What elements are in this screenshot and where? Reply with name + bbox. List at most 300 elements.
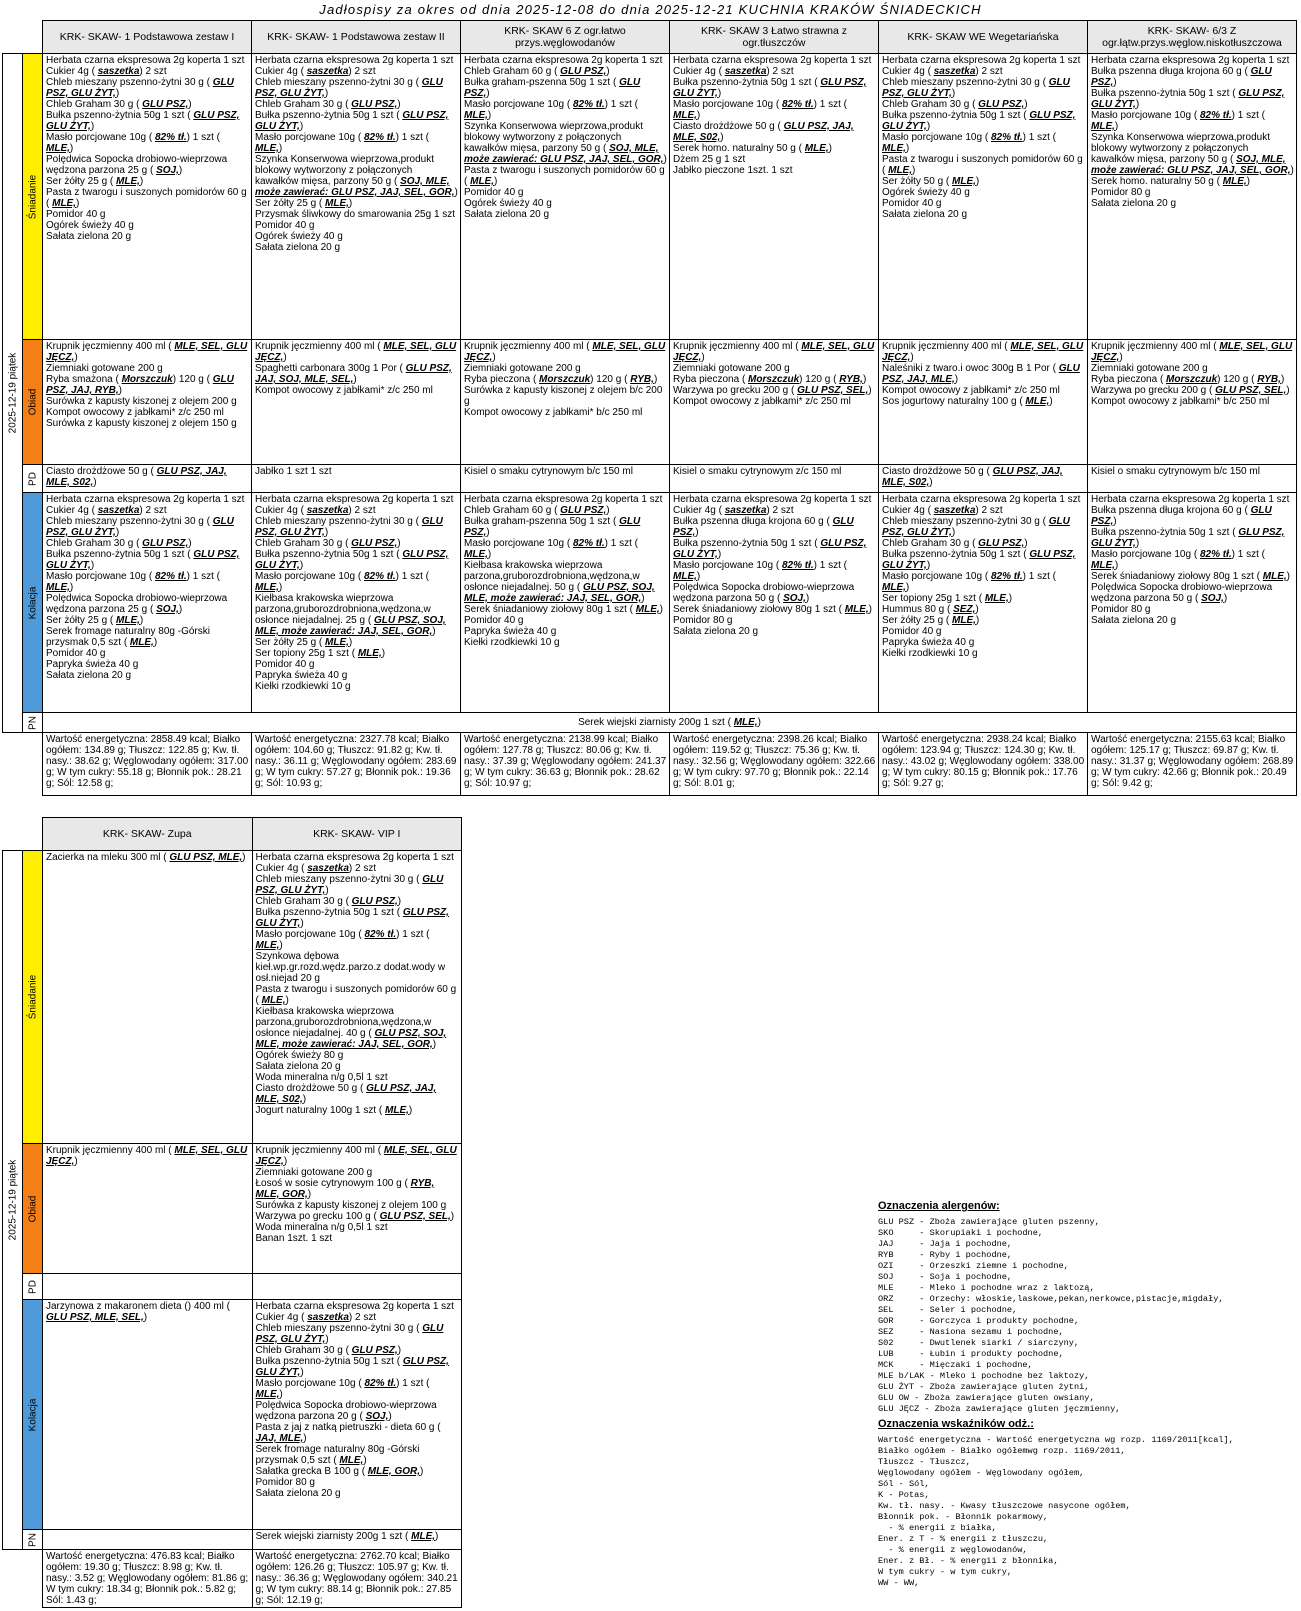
meal-label-pd: PD	[23, 465, 43, 493]
menu-item: Herbata czarna ekspresowa 2g koperta 1 szt	[673, 494, 872, 505]
menu-item: Bułka pszenna długa krojona 60 g ( GLU PSZ,)	[673, 516, 854, 538]
menu-item: Ziemniaki gotowane 200 g	[46, 363, 163, 374]
allergen-entry: GLU PSZ - Zboża zawierające gluten pszenny,	[878, 1217, 1100, 1227]
column-header: KRK- SKAW WE Wegetariańska	[879, 21, 1088, 54]
menu-item: Ogórek świeży 40 g	[255, 231, 343, 242]
column-header: KRK- SKAW 6 Z ogr.łatwo przys.węglowodanów	[461, 21, 670, 54]
allergen-codes: saszetka	[97, 505, 140, 516]
allergen-codes: MLE,	[255, 940, 280, 951]
menu-item: Surówka z kapusty kiszonej z olejem b/c 200 g	[464, 385, 663, 407]
menu-item: Pomidor 80 g	[1091, 187, 1151, 198]
allergen-codes: GLU PSZ, JAJ, MLE, S02,	[673, 121, 854, 143]
menu-item: Sałata zielona 20 g	[255, 1488, 341, 1499]
menu-item: Polędwica Sopocka drobiowo-wieprzowa wędzona parzona 20 g ( SOJ,)	[255, 1400, 437, 1422]
menu-item: Herbata czarna ekspresowa 2g koperta 1 szt	[882, 55, 1081, 66]
allergen-codes: 82% tł.	[154, 132, 187, 143]
menu-item: Ziemniaki gotowane 200 g	[1091, 363, 1208, 374]
menu-item: Chleb mieszany pszenno-żytni 30 g ( GLU PSZ, GLU ŻYT,)	[255, 874, 444, 896]
allergen-codes: GLU PSZ, JAJ, MLE, S02,	[882, 466, 1063, 488]
legend	[878, 1200, 1298, 1589]
allergen-codes: 82% tł.	[572, 99, 605, 110]
meal-label-sniadanie: Śniadanie	[23, 54, 43, 340]
menu-item: Szynka Konserwowa wieprzowa,produkt blokowy wytworzony z połączonych kawałków mięsa, parzony 50 g ( SOJ, MLE, może zawierać: GLU PSZ, JAJ, SEL, GOR,)	[464, 121, 667, 165]
menu-item: Pasta z twarogu i suszonych pomidorów 60 g ( MLE,)	[882, 154, 1083, 176]
menu-item: Papryka świeża 40 g	[46, 659, 139, 670]
menu-item: Bułka pszenno-żytnia 50g 1 szt ( GLU PSZ, GLU ŻYT,)	[46, 549, 240, 571]
allergen-codes: JAJ, MLE,	[255, 1433, 304, 1444]
allergen-codes: GLU PSZ, SOJ, MLE, może zawierać: JAJ, SEL, GOR,	[464, 582, 655, 604]
menu-item: Ogórek świeży 40 g	[882, 187, 970, 198]
menu-cell	[252, 1274, 462, 1300]
menu-item: Masło porcjowane 10g ( 82% tł.) 1 szt ( MLE,)	[1091, 110, 1266, 132]
menu-item: Sos jogurtowy naturalny 100 g ( MLE,)	[882, 396, 1053, 407]
menu-item: Surówka z kapusty kiszonej z olejem 200 g	[46, 396, 237, 407]
allergen-codes: GLU PSZ,	[1091, 66, 1272, 88]
allergen-codes: MLE, SEL, GLU JĘCZ,	[46, 1145, 248, 1167]
menu-item: Woda mineralna n/g 0,5l 1 szt	[255, 1072, 388, 1083]
allergen-codes: GLU PSZ,	[978, 538, 1025, 549]
menu-item: Bułka pszenno-żytnia 50g 1 szt ( GLU PSZ, GLU ŻYT,)	[255, 110, 449, 132]
column-header: KRK- SKAW- 1 Podstawowa zestaw II	[252, 21, 461, 54]
menu-item: Kompot owocowy z jabłkami* z/c 250 ml	[46, 407, 224, 418]
menu-item: Papryka świeża 40 g	[255, 670, 348, 681]
menu-item: Kiełki rzodkiewki 10 g	[255, 681, 351, 692]
menu-item: Pasta z twarogu i suszonych pomidorów 60 g ( MLE,)	[255, 984, 457, 1006]
allergen-codes: MLE, SEL, GLU JĘCZ,	[46, 341, 248, 363]
allergen-codes: GLU PSZ, SOJ, MLE, może zawierać: JAJ, SEL, GOR,	[255, 615, 446, 637]
allergen-codes: GLU PSZ,	[142, 538, 189, 549]
menu-item: Pomidor 40 g	[882, 626, 942, 637]
nutrition-cell: Wartość energetyczna: 2327.78 kcal; Białko ogółem: 104.60 g; Tłuszcz: 91.82 g; Kw. tł. nasy.: 36.11 g; Węglowodany ogółem: 283.69 g; W tym cukry: 57.27 g; Błonnik pok.: 19.36 g; Sól: 10.93 g;	[252, 733, 461, 796]
menu-cell	[1088, 54, 1297, 340]
allergen-codes: Morszczuk	[539, 374, 591, 385]
menu-item: Bułka pszenno-żytnia 50g 1 szt ( GLU PSZ, GLU ŻYT,)	[46, 110, 240, 132]
menu-item: Masło porcjowane 10g ( 82% tł.) 1 szt ( MLE,)	[255, 929, 430, 951]
menu-item: Pomidor 80 g	[1091, 604, 1151, 615]
menu-item: Chleb Graham 60 g ( GLU PSZ,)	[464, 505, 610, 516]
column-header: KRK- SKAW- 1 Podstawowa zestaw I	[43, 21, 252, 54]
menu-item: Pasta z twarogu i suszonych pomidorów 60 g ( MLE,)	[464, 165, 665, 187]
menu-item: Herbata czarna ekspresowa 2g koperta 1 szt	[46, 55, 245, 66]
allergen-entry: GLU JĘCZ - Zboża zawierające gluten jęczmienny,	[878, 1404, 1121, 1414]
menu-item: Chleb mieszany pszenno-żytni 30 g ( GLU PSZ, GLU ŻYT,)	[46, 77, 234, 99]
allergen-entry: GOR - Gorczyca i produkty pochodne,	[878, 1316, 1080, 1326]
menu-item: Serek fromage naturalny 80g -Górski przysmak 0,5 szt ( MLE,)	[46, 626, 210, 648]
allergen-codes: GLU PSZ, JAJ, RYB,	[46, 374, 234, 396]
allergen-codes: SOJ, MLE, może zawierać: GLU PSZ, JAJ, SEL, GOR,	[1091, 154, 1291, 176]
meal-label-kolacja: Kolacja	[23, 1300, 43, 1530]
allergen-entry: SEZ - Nasiona sezamu i pochodne,	[878, 1327, 1064, 1337]
menu-item: Pomidor 40 g	[464, 187, 524, 198]
menu-item: Krupnik jęczmienny 400 ml ( MLE, SEL, GLU JĘCZ,)	[255, 1145, 457, 1167]
allergen-codes: MLE, GOR,	[367, 1466, 421, 1477]
menu-item: Ryba smażona ( Morszczuk) 120 g ( GLU PSZ, JAJ, RYB,)	[46, 374, 234, 396]
allergen-codes: MLE,	[635, 604, 660, 615]
allergen-codes: GLU PSZ, GLU ŻYT,	[882, 110, 1076, 132]
menu-cell	[252, 851, 462, 1144]
allergen-codes: SEZ,	[953, 604, 976, 615]
menu-item: Serek wiejski ziarnisty 200g 1 szt ( MLE,)	[578, 717, 761, 728]
menu-item: Ryba pieczona ( Morszczuk) 120 g ( RYB,)	[464, 374, 658, 385]
corner	[3, 818, 43, 851]
menu-item: Pasta z jaj z natką pietruszki - dieta 60 g ( JAJ, MLE,)	[255, 1422, 441, 1444]
menu-item: Pomidor 40 g	[46, 209, 106, 220]
menu-item: Cukier 4g ( saszetka) 2 szt	[882, 66, 1003, 77]
allergen-entry: GLU OW - Zboża zawierające gluten owsiany,	[878, 1393, 1095, 1403]
allergen-codes: saszetka	[97, 66, 140, 77]
allergen-codes: MLE, SEL, GLU JĘCZ,	[673, 341, 875, 363]
indicator-entry: K - Potas,	[878, 1490, 930, 1500]
menu-item: Jarzynowa z makaronem dieta () 400 ml ( GLU PSZ, MLE, SEL,)	[46, 1301, 230, 1323]
menu-item: Sałata zielona 20 g	[46, 670, 132, 681]
column-header: KRK- SKAW- 6/3 Z ogr.łątw.przys.węglow.niskotłuszczowa	[1088, 21, 1297, 54]
menu-item: Ciasto drożdżowe 50 g ( GLU PSZ, JAJ, MLE, S02,)	[882, 466, 1063, 488]
menu-item: Serek śniadaniowy ziołowy 80g 1 szt ( MLE,)	[673, 604, 872, 615]
allergen-codes: GLU PSZ, GLU ŻYT,	[255, 549, 449, 571]
menu-item: Sałata zielona 20 g	[882, 209, 968, 220]
menu-item: Ciasto drożdżowe 50 g ( GLU PSZ, JAJ, MLE, S02,)	[673, 121, 854, 143]
allergen-codes: SOJ,	[1201, 593, 1224, 604]
menu-item: Krupnik jęczmienny 400 ml ( MLE, SEL, GLU JĘCZ,)	[255, 341, 457, 363]
menu-item: Zacierka na mleku 300 ml ( GLU PSZ, MLE,)	[46, 852, 246, 863]
menu-item: Surówka z kapusty kiszonej z olejem 150 g	[46, 418, 237, 429]
menu-item: Cukier 4g ( saszetka) 2 szt	[255, 66, 376, 77]
meal-label-sniadanie: Śniadanie	[23, 851, 43, 1144]
menu-cell	[252, 1300, 462, 1530]
allergen-codes: GLU PSZ, GLU ŻYT,	[46, 77, 234, 99]
allergen-codes: MLE,	[116, 615, 140, 626]
allergen-codes: RYB,	[630, 374, 654, 385]
menu-item: Ryba pieczona ( Morszczuk) 120 g ( RYB,)	[1091, 374, 1285, 385]
allergen-entry: ORZ - Orzechy: włoskie,laskowe,pekan,nerkowce,pistacje,migdały,	[878, 1294, 1224, 1304]
allergen-codes: GLU PSZ, GLU ŻYT,	[882, 516, 1070, 538]
pn-cell	[43, 1530, 253, 1550]
column-header: KRK- SKAW 3 Łatwo strawna z ogr.tłuszczów	[670, 21, 879, 54]
menu-item: Chleb Graham 30 g ( GLU PSZ,)	[882, 538, 1028, 549]
meal-label-pn: PN	[23, 1530, 43, 1550]
menu-item: Ser żółty 25 g ( MLE,)	[46, 615, 144, 626]
menu-item: Sałata zielona 20 g	[255, 242, 341, 253]
allergen-codes: SOJ,	[365, 1411, 389, 1422]
menu-item: Ser żółty 25 g ( MLE,)	[255, 637, 353, 648]
allergens-title: Oznaczenia alergenów:	[878, 1200, 1000, 1212]
menu-item: Pasta z twarogu i suszonych pomidorów 60 g ( MLE,)	[46, 187, 247, 209]
allergen-codes: MLE,	[357, 648, 382, 659]
allergen-codes: MLE, SEL, GLU JĘCZ,	[255, 341, 457, 363]
menu-item: Serek homo. naturalny 50 g ( MLE,)	[673, 143, 832, 154]
menu-item: Chleb Graham 30 g ( GLU PSZ,)	[255, 896, 402, 907]
allergen-codes: RYB, MLE, GOR,	[255, 1178, 435, 1200]
meal-label-obiad: Obiad	[23, 1144, 43, 1274]
menu-item: Szynkowa dębowa kieł.wp.gr.rozd.wędz.parzo.z dodat.wody w osł.niejad 20 g	[255, 951, 446, 984]
menu-item: Masło porcjowane 10g ( 82% tł.) 1 szt ( MLE,)	[46, 132, 221, 154]
allergen-codes: 82% tł.	[1199, 110, 1232, 121]
menu-cell	[1088, 465, 1297, 493]
meal-label-pn: PN	[23, 713, 43, 733]
nutrition-cell: Wartość energetyczna: 2938.24 kcal; Białko ogółem: 123.94 g; Tłuszcz: 124.30 g; Kw. tł. nasy.: 43.02 g; Węglowodany ogółem: 338.00 g; W tym cukry: 80.15 g; Błonnik pok.: 17.76 g; Sól: 9.27 g;	[879, 733, 1088, 796]
menu-item: Sałata zielona 20 g	[1091, 615, 1177, 626]
menu-cell	[43, 340, 252, 465]
allergen-codes: 82% tł.	[781, 99, 814, 110]
indicator-entry: W tym cukry - w tym cukry,	[878, 1567, 1013, 1577]
menu-cell	[670, 54, 879, 340]
menu-cell	[1088, 340, 1297, 465]
menu-item: Chleb Graham 30 g ( GLU PSZ,)	[255, 1345, 402, 1356]
menu-item: Masło porcjowane 10g ( 82% tł.) 1 szt ( MLE,)	[673, 560, 848, 582]
menu-item: Sałata zielona 20 g	[46, 231, 132, 242]
allergen-codes: GLU PSZ, GLU ŻYT,	[1091, 527, 1285, 549]
menu-item: Krupnik jęczmienny 400 ml ( MLE, SEL, GLU JĘCZ,)	[46, 1145, 248, 1167]
allergen-codes: GLU PSZ, GLU ŻYT,	[255, 874, 444, 896]
nutrition-cell: Wartość energetyczna: 2155.63 kcal; Białko ogółem: 125.17 g; Tłuszcz: 69.87 g; Kw. tł. nasy.: 31.37 g; Węglowodany ogółem: 268.89 g; W tym cukry: 42.66 g; Błonnik pok.: 20.49 g; Sól: 9.42 g;	[1088, 733, 1297, 796]
menu-item: Ser żółty 25 g ( MLE,)	[255, 198, 353, 209]
corner	[3, 21, 43, 54]
allergen-codes: MLE,	[46, 143, 70, 154]
allergen-entry: SOJ - Soja i pochodne,	[878, 1272, 1013, 1282]
menu-item: Ser żółty 50 g ( MLE,)	[882, 176, 980, 187]
allergen-codes: saszetka	[306, 66, 349, 77]
indicator-entry: Ener. z T - % energii z tłuszczu,	[878, 1534, 1049, 1544]
allergen-codes: saszetka	[724, 66, 767, 77]
menu-item: Kompot owocowy z jabłkami* z/c 250 ml	[255, 385, 433, 396]
menu-item: Serek fromage naturalny 80g -Górski przysmak 0,5 szt ( MLE,)	[255, 1444, 420, 1466]
allergen-codes: 82% tł.	[990, 571, 1023, 582]
allergen-codes: GLU PSZ,	[1091, 505, 1272, 527]
menu-item: Cukier 4g ( saszetka) 2 szt	[255, 505, 376, 516]
meal-label-obiad: Obiad	[23, 340, 43, 465]
allergen-codes: GLU PSZ, MLE, SEL,	[46, 1312, 144, 1323]
allergen-codes: MLE,	[411, 1531, 436, 1542]
menu-item: Szynka Konserwowa wieprzowa,produkt blokowy wytworzony z połączonych kawałków mięsa, parzony 50 g ( SOJ, MLE, może zawierać: GLU PSZ, JAJ, SEL, GOR,)	[1091, 132, 1294, 176]
menu-item: Ciasto drożdżowe 50 g ( GLU PSZ, JAJ, MLE, S02,)	[46, 466, 227, 488]
menu-item: Dżem 25 g 1 szt	[673, 154, 746, 165]
menu-cell	[461, 340, 670, 465]
menu-item: Herbata czarna ekspresowa 2g koperta 1 szt	[255, 55, 454, 66]
allergen-entry: SEL - Seler i pochodne,	[878, 1305, 1018, 1315]
allergen-codes: MLE,	[952, 176, 976, 187]
menu-item: Herbata czarna ekspresowa 2g koperta 1 szt	[1091, 55, 1290, 66]
allergens-list	[878, 1217, 1298, 1415]
allergen-codes: GLU PSZ, GLU ŻYT,	[882, 77, 1070, 99]
menu-cell	[879, 54, 1088, 340]
menu-item: Sałata zielona 20 g	[673, 626, 759, 637]
menu-cell	[670, 340, 879, 465]
allergen-codes: MLE,	[673, 571, 697, 582]
menu-item: Pomidor 40 g	[255, 659, 315, 670]
allergen-entry: S02 - Dwutlenek siarki / siarczyny,	[878, 1338, 1080, 1348]
allergen-codes: MLE,	[385, 1105, 409, 1116]
menu-item: Bułka pszenna długa krojona 60 g ( GLU PSZ,)	[1091, 505, 1272, 527]
allergen-codes: Morszczuk	[121, 374, 173, 385]
menu-item: Polędwica Sopocka drobiowo-wieprzowa wędzona parzona 50 g ( SOJ,)	[1091, 582, 1273, 604]
menu-item: Papryka świeża 40 g	[464, 626, 557, 637]
allergen-codes: SOJ, MLE, może zawierać: GLU PSZ, JAJ, SEL, GOR,	[464, 143, 664, 165]
column-header: KRK- SKAW- Zupa	[43, 818, 253, 851]
menu-cell	[43, 54, 252, 340]
menu-item: Ser topiony 25g 1 szt ( MLE,)	[882, 593, 1013, 604]
menu-item: Kisiel o smaku cytrynowym z/c 150 ml	[673, 466, 842, 477]
indicator-entry: Ener. z Bł. - % energii z błonnika,	[878, 1556, 1059, 1566]
menu-cell	[252, 465, 461, 493]
menu-item: Pomidor 80 g	[255, 1477, 315, 1488]
allergen-codes: MLE,	[1222, 176, 1247, 187]
menu-item: Naleśniki z twaro.i owoc 300g B 1 Por ( GLU PSZ, JAJ, MLE,)	[882, 363, 1080, 385]
allergen-codes: 82% tł.	[363, 132, 396, 143]
menu-item: Masło porcjowane 10g ( 82% tł.) 1 szt ( MLE,)	[255, 571, 430, 593]
menu-item: Warzywa po grecku 200 g ( GLU PSZ, SEL,)	[673, 385, 872, 396]
indicator-entry: Węglowodany ogółem - Węglowodany ogółem,	[878, 1468, 1085, 1478]
nutrition-cell: Wartość energetyczna: 476.83 kcal; Białko ogółem: 19.30 g; Tłuszcz: 8.98 g; Kw. tł. nasy.: 3.52 g; Węglowodany ogółem: 81.86 g; W tym cukry: 18.34 g; Błonnik pok.: 5.82 g; Sól: 1.43 g;	[43, 1550, 253, 1608]
menu-item: Bułka pszenno-żytnia 50g 1 szt ( GLU PSZ, GLU ŻYT,)	[882, 549, 1076, 571]
menu-item: Chleb Graham 60 g ( GLU PSZ,)	[464, 66, 610, 77]
menu-item: Papryka świeża 40 g	[882, 637, 975, 648]
menu-cell	[252, 1144, 462, 1274]
menu-item: Serek homo. naturalny 50 g ( MLE,)	[1091, 176, 1250, 187]
menu-item: Sałata zielona 20 g	[1091, 198, 1177, 209]
pn-cell	[43, 713, 1297, 733]
menu-item: Polędwica Sopocka drobiowo-wieprzowa wędzona parzona 25 g ( SOJ,)	[46, 593, 228, 615]
allergen-codes: MLE,	[261, 995, 286, 1006]
menu-item: Bułka graham-pszenna 50g 1 szt ( GLU PSZ,)	[464, 77, 641, 99]
allergen-codes: GLU PSZ,	[464, 77, 641, 99]
allergen-codes: GLU PSZ,	[464, 516, 641, 538]
allergen-codes: MLE,	[1091, 121, 1115, 132]
menu-item: Cukier 4g ( saszetka) 2 szt	[255, 863, 377, 874]
allergen-codes: MLE,	[1025, 396, 1050, 407]
menu-item: Herbata czarna ekspresowa 2g koperta 1 szt	[464, 494, 663, 505]
allergen-codes: MLE,	[129, 637, 154, 648]
allergen-codes: 82% tł.	[1199, 549, 1232, 560]
nutrition-cell: Wartość energetyczna: 2762.70 kcal; Białko ogółem: 126.26 g; Tłuszcz: 105.97 g; Kw. tł. nasy.: 36.36 g; Węglowodany ogółem: 340.21 g; W tym cukry: 88.14 g; Błonnik pok.: 27.85 g; Sól: 12.19 g;	[252, 1550, 462, 1608]
menu-item: Chleb Graham 30 g ( GLU PSZ,)	[46, 538, 192, 549]
menu-item: Jabłko pieczone 1szt. 1 szt	[673, 165, 793, 176]
menu-item: Cukier 4g ( saszetka) 2 szt	[46, 505, 167, 516]
menu-cell	[252, 493, 461, 713]
allergen-codes: 82% tł.	[781, 560, 814, 571]
allergen-codes: saszetka	[307, 1312, 349, 1323]
menu-item: Chleb Graham 30 g ( GLU PSZ,)	[882, 99, 1028, 110]
allergen-codes: GLU PSZ, GLU ŻYT,	[1091, 88, 1285, 110]
menu-cell	[1088, 493, 1297, 713]
menu-item: Sałata zielona 20 g	[464, 209, 550, 220]
nutrition-cell: Wartość energetyczna: 2858.49 kcal; Białko ogółem: 134.89 g; Tłuszcz: 122.85 g; Kw. tł. nasy.: 38.62 g; Węglowodany ogółem: 317.00 g; W tym cukry: 55.18 g; Błonnik pok.: 28.21 g; Sól: 12.58 g;	[43, 733, 252, 796]
menu-item: Hummus 80 g ( SEZ,)	[882, 604, 979, 615]
menu-item: Serek wiejski ziarnisty 200g 1 szt ( MLE,)	[255, 1531, 439, 1542]
menu-item: Polędwica Sopocka drobiowo-wieprzowa wędzona parzona 50 g ( SOJ,)	[673, 582, 855, 604]
menu-item: Chleb Graham 30 g ( GLU PSZ,)	[255, 99, 401, 110]
allergen-codes: MLE,	[464, 549, 488, 560]
allergen-codes: saszetka	[933, 66, 976, 77]
menu-item: Krupnik jęczmienny 400 ml ( MLE, SEL, GLU JĘCZ,)	[882, 341, 1084, 363]
allergen-codes: SOJ,	[156, 165, 179, 176]
indicator-entry: WW - WW,	[878, 1578, 920, 1588]
menu-cell	[43, 1274, 253, 1300]
menu-item: Cukier 4g ( saszetka) 2 szt	[255, 1312, 377, 1323]
menu-item: Herbata czarna ekspresowa 2g koperta 1 szt	[255, 852, 454, 863]
menu-item: Serek śniadaniowy ziołowy 80g 1 szt ( MLE,)	[1091, 571, 1290, 582]
menu-item: Masło porcjowane 10g ( 82% tł.) 1 szt ( MLE,)	[882, 571, 1057, 593]
allergen-codes: GLU PSZ, JAJ, MLE,	[882, 363, 1080, 385]
allergen-codes: GLU PSZ, SOJ, MLE, może zawierać: JAJ, SEL, GOR,	[255, 1028, 447, 1050]
menu-cell	[879, 465, 1088, 493]
menu-item: Masło porcjowane 10g ( 82% tł.) 1 szt ( MLE,)	[1091, 549, 1266, 571]
menu-item: Ciasto drożdżowe 50 g ( GLU PSZ, JAJ, MLE, S02,)	[255, 1083, 437, 1105]
allergen-codes: MLE,	[470, 176, 494, 187]
indicator-entry: - % energii z węglowodanów,	[878, 1545, 1028, 1555]
menu-item: Ser topiony 25g 1 szt ( MLE,)	[255, 648, 386, 659]
allergen-codes: MLE,	[255, 1389, 280, 1400]
date-cell	[3, 54, 23, 733]
menu-item: Chleb mieszany pszenno-żytni 30 g ( GLU PSZ, GLU ŻYT,)	[882, 516, 1070, 538]
allergen-codes: MLE,	[882, 143, 906, 154]
menu-item: Kisiel o smaku cytrynowym b/c 150 ml	[464, 466, 633, 477]
date-label: 2025-12-19 piątek	[7, 352, 18, 434]
allergen-codes: SOJ,	[783, 593, 806, 604]
allergen-codes: MLE, SEL, GLU JĘCZ,	[882, 341, 1084, 363]
allergen-codes: MLE,	[255, 143, 279, 154]
menu-item: Masło porcjowane 10g ( 82% tł.) 1 szt ( MLE,)	[673, 99, 848, 121]
menu-item: Bułka pszenno-żytnia 50g 1 szt ( GLU PSZ, GLU ŻYT,)	[255, 1356, 449, 1378]
menu-item: Cukier 4g ( saszetka) 2 szt	[673, 505, 794, 516]
allergen-codes: 82% tł.	[572, 538, 605, 549]
allergen-codes: GLU PSZ, GLU ŻYT,	[46, 110, 240, 132]
allergen-codes: GLU PSZ, MLE,	[169, 852, 243, 863]
meal-label-pd: PD	[23, 1274, 43, 1300]
allergen-codes: MLE,	[116, 176, 140, 187]
menu-item: Pomidor 40 g	[255, 220, 315, 231]
menu-item: Bułka pszenna długa krojona 60 g ( GLU PSZ,)	[1091, 66, 1272, 88]
menu-item: Ogórek świeży 40 g	[464, 198, 552, 209]
menu-item: Kompot owocowy z jabłkami* b/c 250 ml	[1091, 396, 1270, 407]
menu-cell	[670, 465, 879, 493]
allergen-codes: MLE,	[673, 110, 697, 121]
indicator-entry: Sól - Sól,	[878, 1479, 930, 1489]
allergen-codes: GLU PSZ,	[142, 99, 189, 110]
allergen-codes: MLE, SEL, GLU JĘCZ,	[464, 341, 666, 363]
allergen-codes: GLU PSZ, SEL,	[379, 1211, 451, 1222]
menu-item: Warzywa po grecku 200 g ( GLU PSZ, SEL,)	[1091, 385, 1290, 396]
menu-item: Przysmak śliwkowy do smarowania 25g 1 szt	[255, 209, 456, 220]
allergen-codes: GLU PSZ, JAJ, MLE, S02,	[46, 466, 227, 488]
indicators-title: Oznaczenia wskaźników odż.:	[878, 1418, 1034, 1430]
allergen-codes: MLE,	[325, 637, 349, 648]
allergen-codes: SOJ, MLE, może zawierać: GLU PSZ, JAJ, SEL, GOR,	[255, 176, 455, 198]
menu-cell	[43, 493, 252, 713]
menu-item: Kompot owocowy z jabłkami* b/c 250 ml	[464, 407, 643, 418]
date-label: 2025-12-19 piątek	[7, 1159, 18, 1241]
indicator-entry: Błonnik pok. - Błonnik pokarmowy,	[878, 1512, 1049, 1522]
menu-item: Bułka pszenno-żytnia 50g 1 szt ( GLU PSZ, GLU ŻYT,)	[882, 110, 1076, 132]
allergen-codes: GLU PSZ,	[560, 66, 607, 77]
menu-table-2	[2, 817, 462, 1608]
menu-item: Chleb Graham 30 g ( GLU PSZ,)	[255, 538, 401, 549]
menu-item: Kiełki rzodkiewki 10 g	[464, 637, 560, 648]
menu-item: Herbata czarna ekspresowa 2g koperta 1 szt	[673, 55, 872, 66]
allergen-codes: MLE,	[52, 198, 76, 209]
allergen-codes: GLU PSZ, GLU ŻYT,	[46, 516, 234, 538]
menu-item: Bułka pszenno-żytnia 50g 1 szt ( GLU PSZ, GLU ŻYT,)	[255, 907, 449, 929]
menu-item: Bułka pszenno-żytnia 50g 1 szt ( GLU PSZ, GLU ŻYT,)	[673, 538, 867, 560]
menu-item: Spaghetti carbonara 300g 1 Por ( GLU PSZ, JAJ, SOJ, MLE, SEL,)	[255, 363, 452, 385]
menu-item: Ziemniaki gotowane 200 g	[255, 1167, 373, 1178]
menu-cell	[252, 340, 461, 465]
menu-item: Szynka Konserwowa wieprzowa,produkt blokowy wytworzony z połączonych kawałków mięsa, parzony 50 g ( SOJ, MLE, może zawierać: GLU PSZ, JAJ, SEL, GOR,)	[255, 154, 458, 198]
allergen-codes: GLU PSZ, GLU ŻYT,	[255, 110, 449, 132]
allergen-codes: GLU PSZ, SEL,	[1215, 385, 1287, 396]
menu-item: Chleb mieszany pszenno-żytni 30 g ( GLU PSZ, GLU ŻYT,)	[255, 516, 443, 538]
nutrition-spacer	[3, 733, 43, 796]
menu-item: Herbata czarna ekspresowa 2g koperta 1 szt	[464, 55, 663, 66]
